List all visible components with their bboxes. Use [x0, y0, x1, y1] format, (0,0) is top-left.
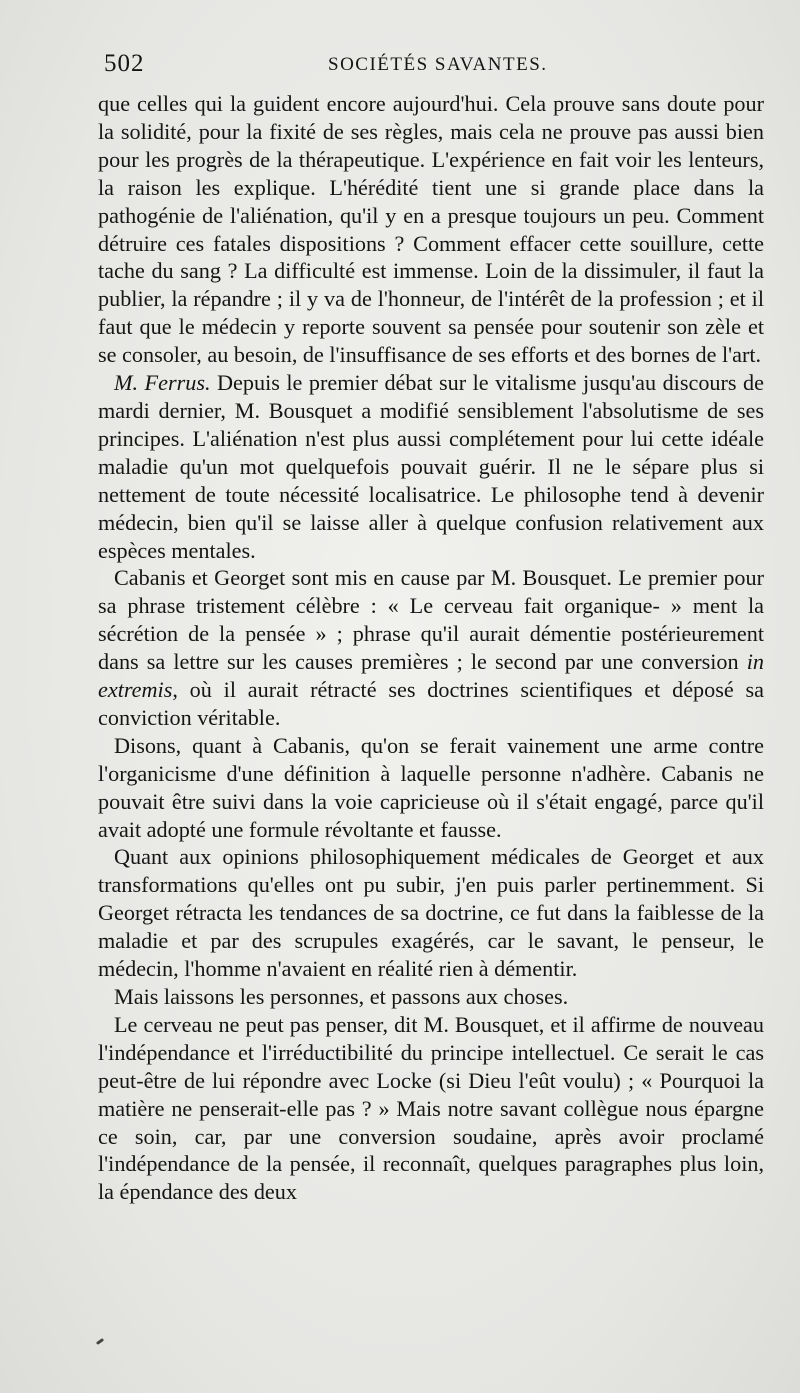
paragraph-5: Quant aux opinions philosophiquement médicales de Georget et aux transformations qu'elles ont pu subir, j'en puis parler pertinemment. Si Georget rétracta les tendances de sa doctrine, ce fut dans la faiblesse de la maladie et par des scrupules exagérés, car le savant, le penseur, le médecin, l'homme n'avaient en réalité rien à démentir. — [98, 844, 764, 982]
paragraph-6: Mais laissons les personnes, et passons aux choses. — [114, 984, 569, 1009]
paragraph-3-text-after: , où il aurait rétracté ses doctrines scientifiques et déposé sa conviction véritable. — [98, 677, 764, 730]
paragraph-3 — [98, 564, 764, 731]
running-head — [104, 50, 764, 84]
paragraph-4: Disons, quant à Cabanis, qu'on se ferait vainement une arme contre l'organicisme d'une définition à laquelle personne n'adhère. Cabanis ne pouvait être suivi dans la voie capricieuse où il s'était engagé, parce qu'il avait adopté une formule révoltante et fausse. — [98, 732, 764, 842]
paragraph-1: que celles qui la guident encore aujourd'hui. Cela prouve sans doute pour la solidité, pour la fixité de ses règles, mais cela ne prouve pas aussi bien pour les progrès de la thérapeutique. L'expérience en fait voir les lenteurs, la raison les explique. L'hérédité tient une si grande place dans la pathogénie de l'aliénation, qu'il y en a presque toujours un peu. Comment détruire ces fatales dispositions ? Comment effacer cette souillure, cette tache du sang ? La difficulté est immense. Loin de la dissimuler, il faut la publier, la répandre ; il y va de l'honneur, de l'intérêt de la profession ; et il faut que le médecin y reporte souvent sa pensée pour soutenir son zèle et se consoler, au besoin, de l'insuffisance de ses efforts et des bornes de l'art. — [98, 91, 764, 368]
ink-speck — [96, 1338, 104, 1345]
paragraph-3-text-before: Cabanis et Georget sont mis en cause par M. Bousquet. Le premier pour sa phrase tristement célèbre : « Le cerveau fait organique- » ment la sécrétion de la pensée » ; phrase qu'il aurait démentie postérieurement dans sa lettre sur les causes premières ; le second par une conversion — [98, 565, 764, 675]
paragraph-2-text: Depuis le premier débat sur le vitalisme jusqu'au discours de mardi dernier, M. Bousquet a modifié sensiblement l'absolutisme de ses principes. L'aliénation n'est plus aussi complétement pour lui cette idéale maladie qu'un mot quelquefois pouvait guérir. Il ne le sépare plus si nettement de toute nécessité localisatrice. Le philosophe tend à devenir médecin, bien qu'il se laisse aller à quelque confusion relativement aux espèces mentales. — [98, 370, 764, 563]
running-title: SOCIÉTÉS SAVANTES. — [328, 54, 548, 75]
latin-phrase: in extremis — [98, 649, 764, 703]
page-number: 502 — [104, 50, 145, 77]
paragraph-7: Le cerveau ne peut pas penser, dit M. Bousquet, et il affirme de nouveau l'indépendance et l'irréductibilité du principe intellectuel. Ce serait le cas peut-être de lui répondre avec Locke (si Dieu l'eût voulu) ; « Pourquoi la matière ne penserait-elle pas ? » Mais notre savant collègue nous épargne ce soin, car, par une conversion soudaine, après avoir proclamé l'indépendance de la pensée, il reconnaît, quelques paragraphes plus loin, la épendance des deux — [98, 1011, 764, 1205]
body-text — [98, 90, 764, 1206]
speaker-name: M. Ferrus. — [114, 370, 211, 396]
paragraph-2 — [98, 369, 764, 564]
